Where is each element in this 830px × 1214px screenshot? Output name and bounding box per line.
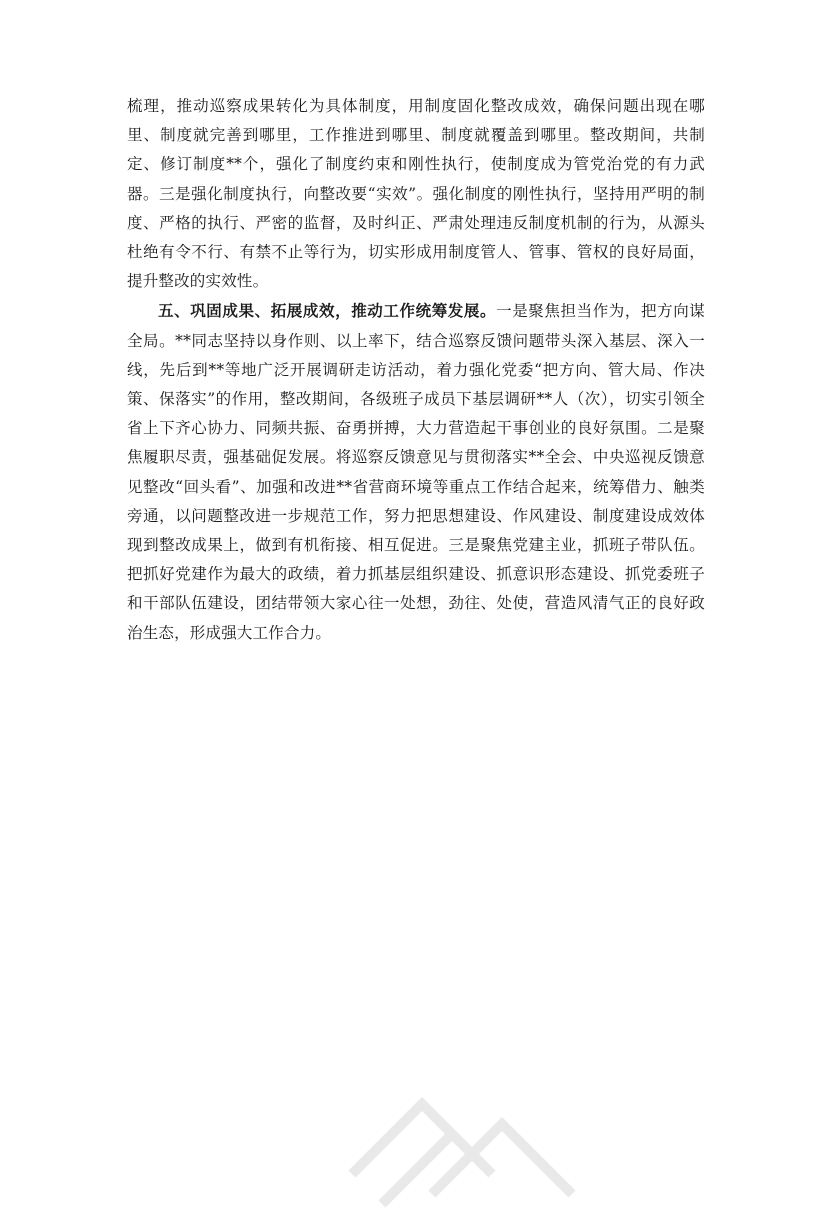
paragraph-continued: 梳理，推动巡察成果转化为具体制度，用制度固化整改成效，确保问题出现在哪里、制度就完善到哪里，工作推进到哪里、制度就覆盖到哪里。整改期间，共制定、修订制度**个，强化了制度约束和刚性执行，使制度成为管党治党的有力武器。三是强化制度执行，向整改要“实效”。强化制度的刚性执行，坚持用严明的制度、严格的执行、严密的监督，及时纠正、严肃处理违反制度机制的行为，从源头杜绝有令不行、有禁不止等行为，切实形成用制度管人、管事、管权的良好局面，提升整改的实效性。 — [127, 97, 705, 291]
document-body — [127, 92, 705, 648]
watermark-logo — [322, 1064, 582, 1214]
watermark-stroke — [382, 1134, 452, 1204]
section-body: 一是聚焦担当作为，把方向谋全局。**同志坚持以身作则、以上率下，结合巡察反馈问题带头深入基层、深入一线，先后到**等地广泛开展调研走访活动，着力强化党委“把方向、管大局、作决策、保落实”的作用，整改期间，各级班子成员下基层调研**人（次），切实引领全省上下齐心协力、同频共振、奋勇拼搏，大力营造起干事创业的良好氛围。二是聚焦履职尽责，强基础促发展。将巡察反馈意见与贯彻落实**全会、中央巡视反馈意见整改“回头看”、加强和改进**省营商环境等重点工作结合起来，统筹借力、触类旁通，以问题整改进一步规范工作，努力把思想建设、作风建设、制度建设成效体现到整改成果上，做到有机衔接、相互促进。三是聚焦党建主业，抓班子带队伍。把抓好党建作为最大的政绩，着力抓基层组织建设、抓意识形态建设、抓党委班子和干部队伍建设，团结带领大家心往一处想，劲往、处使，营造风清气正的良好政治生态，形成强大工作合力。 — [127, 302, 705, 642]
paragraph-section-five — [127, 296, 705, 647]
watermark-stroke — [432, 1124, 572, 1194]
watermark-stroke — [352, 1104, 492, 1174]
section-heading: 五、巩固成果、拓展成效，推动工作统筹发展。 — [158, 301, 497, 321]
